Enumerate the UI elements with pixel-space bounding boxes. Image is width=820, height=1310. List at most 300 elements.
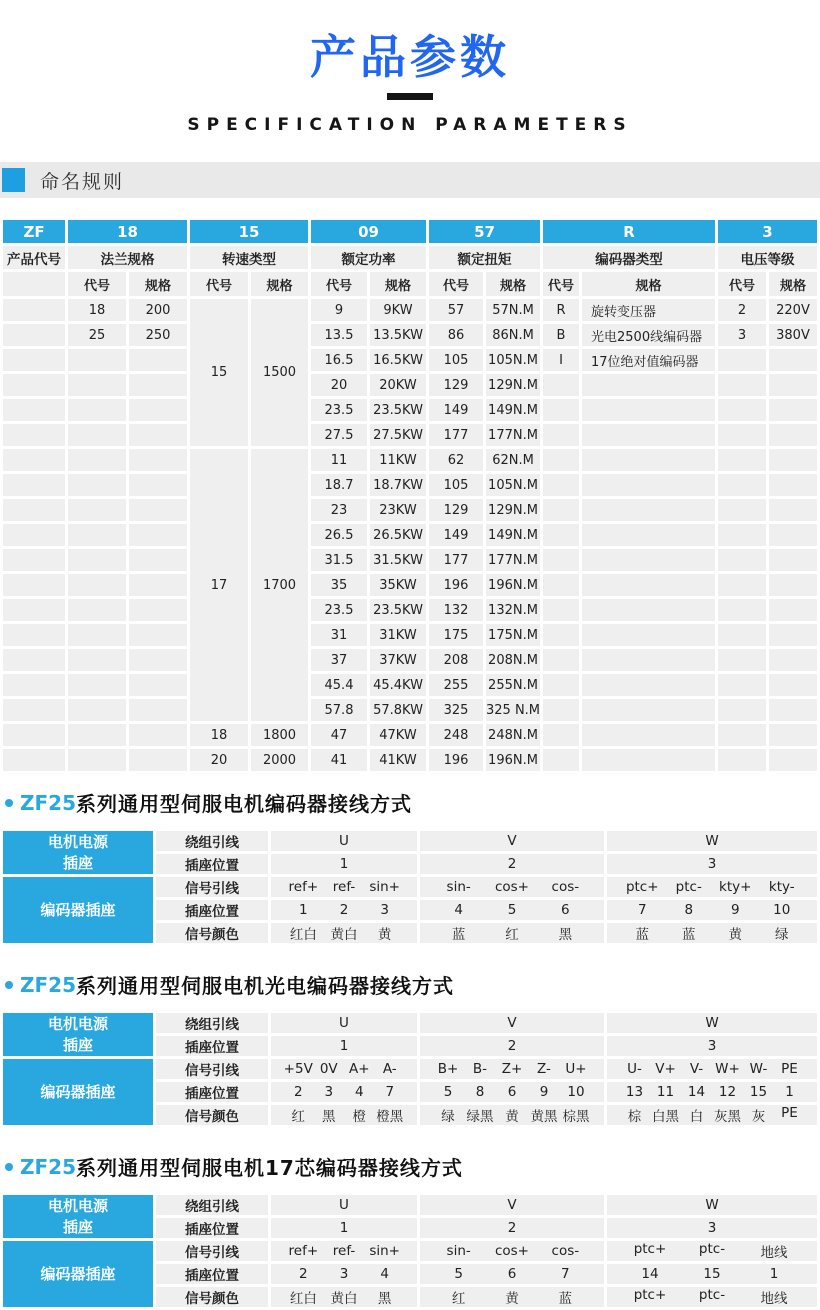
wire-slot-group <box>271 879 417 895</box>
wire-slot: ref+ <box>288 1243 319 1260</box>
spec-cell <box>582 674 715 696</box>
spec-cell: 11KW <box>370 449 426 471</box>
wire-slot: 10 <box>773 902 791 919</box>
spec-cell: 1700 <box>251 449 308 721</box>
spec-cell <box>718 699 766 721</box>
spec-header-row <box>3 220 817 243</box>
spec-cell: 23.5KW <box>370 599 426 621</box>
wire-value-cell <box>420 1105 604 1125</box>
section-title-text: 系列通用型伺服电机编码器接线方式 <box>76 792 412 817</box>
spec-cell <box>68 499 126 521</box>
wire-slot: 黑 <box>322 1109 336 1126</box>
spec-cell <box>718 624 766 646</box>
spec-group-cell: 编码器类型 <box>543 246 715 269</box>
wire-value-cell <box>271 1105 417 1125</box>
wire-slot: 8 <box>684 902 694 919</box>
section-title-highlight: ZF25 <box>20 972 76 997</box>
spec-cell <box>129 574 187 596</box>
spec-cell <box>718 424 766 446</box>
spec-cell: 62N.M <box>486 449 540 471</box>
spec-subheader-cell: 规格 <box>486 272 540 296</box>
spec-cell <box>68 649 126 671</box>
spec-cell <box>68 349 126 371</box>
spec-cell: 37 <box>311 649 367 671</box>
spec-cell: 208N.M <box>486 649 540 671</box>
spec-cell <box>68 749 126 771</box>
spec-cell <box>582 699 715 721</box>
spec-cell <box>543 399 579 421</box>
wire-slot: U- <box>627 1061 642 1078</box>
spec-cell: 129N.M <box>486 374 540 396</box>
spec-subheader-cell: 代号 <box>718 272 766 296</box>
spec-cell <box>718 349 766 371</box>
wire-slot: 15 <box>703 1266 721 1283</box>
wire-slot-group <box>607 923 817 943</box>
spec-group-cell: 额定扭矩 <box>429 246 540 269</box>
spec-cell <box>543 574 579 596</box>
wiring-section-title <box>0 1152 820 1181</box>
spec-group-cell: 额定功率 <box>311 246 426 269</box>
wire-slot: 黑 <box>377 1291 392 1308</box>
spec-data-row <box>3 299 817 321</box>
spec-cell <box>718 499 766 521</box>
spec-subheader-row <box>3 272 817 296</box>
wire-row <box>3 831 817 851</box>
spec-cell <box>3 624 65 646</box>
spec-header-cell: 57 <box>429 220 540 243</box>
wire-slot: ptc- <box>698 1287 726 1304</box>
wire-slot: ptc- <box>675 879 702 896</box>
spec-group-row <box>3 246 817 269</box>
spec-cell <box>3 324 65 346</box>
spec-cell <box>129 374 187 396</box>
spec-cell: 208 <box>429 649 483 671</box>
spec-header-cell: ZF <box>3 220 65 243</box>
spec-cell <box>3 674 65 696</box>
spec-cell: 177 <box>429 424 483 446</box>
wire-slot: 黄 <box>505 1109 519 1126</box>
wire-slot-group <box>420 1061 604 1077</box>
wire-value-cell: 2 <box>420 1036 604 1056</box>
spec-cell <box>769 699 817 721</box>
spec-group-cell: 转速类型 <box>190 246 308 269</box>
spec-cell <box>129 699 187 721</box>
spec-cell <box>129 624 187 646</box>
wire-value-cell: 3 <box>607 1218 817 1238</box>
spec-group-cell: 电压等级 <box>718 246 817 269</box>
wire-slot: 13 <box>625 1084 644 1101</box>
title-underline <box>387 93 433 100</box>
spec-cell <box>769 524 817 546</box>
wire-slot: cos+ <box>494 1243 529 1260</box>
wire-slot-group <box>271 1243 417 1259</box>
wiring-table <box>0 1010 820 1128</box>
spec-cell: 1500 <box>251 299 308 446</box>
spec-subheader-cell: 规格 <box>129 272 187 296</box>
spec-cell: 105N.M <box>486 349 540 371</box>
wire-value-cell <box>607 1059 817 1079</box>
wire-slot: 7 <box>385 1084 395 1101</box>
wiring-section-title <box>0 970 820 999</box>
spec-cell: 18.7 <box>311 474 367 496</box>
spec-cell <box>129 724 187 746</box>
spec-cell: 41KW <box>370 749 426 771</box>
spec-cell <box>718 449 766 471</box>
spec-header-cell: 09 <box>311 220 426 243</box>
spec-cell: 45.4 <box>311 674 367 696</box>
spec-cell <box>543 724 579 746</box>
wire-slot: cos+ <box>494 879 529 896</box>
wire-slot: cos- <box>551 1243 580 1260</box>
spec-data-row <box>3 324 817 346</box>
wire-slot: 1 <box>785 1084 794 1101</box>
spec-cell: 17位绝对值编码器 <box>582 349 715 371</box>
wire-slot: 黄 <box>728 927 742 944</box>
spec-cell <box>543 549 579 571</box>
wire-row-label: 信号引线 <box>156 1241 268 1261</box>
wire-slot-group <box>607 1241 817 1261</box>
spec-cell <box>68 724 126 746</box>
wire-value-cell <box>607 1105 817 1125</box>
spec-cell <box>582 624 715 646</box>
spec-cell: 18.7KW <box>370 474 426 496</box>
wire-value-cell: 1 <box>271 854 417 874</box>
wire-slot-group <box>420 1105 604 1125</box>
spec-cell <box>582 649 715 671</box>
spec-cell: 47KW <box>370 724 426 746</box>
wire-value-cell <box>420 1241 604 1261</box>
page-header <box>0 0 820 135</box>
spec-data-row <box>3 399 817 421</box>
wire-slot: PE <box>781 1105 798 1122</box>
spec-cell <box>769 499 817 521</box>
spec-header-cell: R <box>543 220 715 243</box>
spec-cell <box>129 599 187 621</box>
wire-slot-group <box>271 923 417 943</box>
spec-cell <box>3 599 65 621</box>
spec-cell: 13.5 <box>311 324 367 346</box>
wire-slot-group <box>607 879 817 895</box>
spec-cell: 47 <box>311 724 367 746</box>
spec-cell <box>582 749 715 771</box>
wire-value-cell: W <box>607 1013 817 1033</box>
wire-slot-group <box>420 902 604 918</box>
wire-row-label: 绕组引线 <box>156 1013 268 1033</box>
spec-cell <box>3 749 65 771</box>
wire-slot: 2 <box>299 1266 308 1283</box>
wire-slot: 3 <box>339 1266 349 1283</box>
spec-cell: 41 <box>311 749 367 771</box>
spec-cell <box>68 574 126 596</box>
wire-slot: 3 <box>324 1084 334 1101</box>
spec-cell <box>68 674 126 696</box>
wire-slot: 白 <box>689 1109 704 1126</box>
wire-slot: A- <box>382 1061 397 1078</box>
spec-cell <box>718 674 766 696</box>
wire-row-label: 插座位置 <box>156 1264 268 1284</box>
spec-cell <box>3 424 65 446</box>
spec-cell: 17 <box>190 449 248 721</box>
spec-cell: 13.5KW <box>370 324 426 346</box>
spec-cell: 177 <box>429 549 483 571</box>
wire-slot: ptc- <box>698 1241 726 1258</box>
spec-cell <box>129 674 187 696</box>
spec-cell: 175N.M <box>486 624 540 646</box>
wire-row-label: 信号颜色 <box>156 1287 268 1307</box>
spec-cell: 129 <box>429 499 483 521</box>
wire-slot-group <box>607 1105 817 1125</box>
wire-slot: W- <box>749 1061 768 1078</box>
wire-slot: 9 <box>730 902 740 919</box>
spec-data-row <box>3 674 817 696</box>
spec-cell <box>582 574 715 596</box>
spec-cell <box>543 624 579 646</box>
wire-slot: 14 <box>641 1266 659 1283</box>
spec-cell <box>718 549 766 571</box>
spec-cell <box>3 374 65 396</box>
wire-value-cell <box>420 1264 604 1284</box>
spec-data-row <box>3 699 817 721</box>
wire-slot: kty- <box>768 879 795 896</box>
page-subtitle: SPECIFICATION PARAMETERS <box>187 115 633 136</box>
spec-cell: R <box>543 299 579 321</box>
spec-cell <box>3 699 65 721</box>
spec-cell <box>769 424 817 446</box>
spec-cell: 18 <box>190 724 248 746</box>
spec-cell <box>3 499 65 521</box>
wire-value-cell <box>420 900 604 920</box>
spec-cell <box>129 474 187 496</box>
spec-cell <box>718 724 766 746</box>
wire-row <box>3 1195 817 1215</box>
wire-slot: 蓝 <box>451 927 466 944</box>
spec-group-cell: 产品代号 <box>3 246 65 269</box>
wire-slot: ptc+ <box>633 1287 667 1304</box>
wire-slot: 4 <box>380 1266 389 1283</box>
wire-slot: kty+ <box>719 879 752 896</box>
spec-cell <box>543 749 579 771</box>
spec-cell <box>718 749 766 771</box>
wire-value-cell <box>271 900 417 920</box>
wire-value-cell <box>607 1264 817 1284</box>
spec-data-row <box>3 749 817 771</box>
wire-value-cell: V <box>420 1195 604 1215</box>
spec-cell: 35KW <box>370 574 426 596</box>
spec-cell <box>718 599 766 621</box>
wiring-sections <box>0 788 820 1310</box>
wire-slot: 8 <box>475 1084 485 1101</box>
spec-cell <box>3 574 65 596</box>
wire-value-cell: V <box>420 831 604 851</box>
wire-slot: 地线 <box>760 1291 788 1308</box>
wire-slot: 黄白 <box>330 927 358 944</box>
spec-subheader-cell: 代号 <box>429 272 483 296</box>
spec-cell: I <box>543 349 579 371</box>
wire-slot-group <box>271 1105 417 1125</box>
spec-cell: 129N.M <box>486 499 540 521</box>
spec-cell <box>543 649 579 671</box>
spec-cell <box>129 449 187 471</box>
wire-slot: 红 <box>451 1291 466 1308</box>
spec-cell <box>582 474 715 496</box>
spec-subheader-cell <box>3 272 65 296</box>
wire-slot: 6 <box>507 1084 517 1101</box>
wire-value-cell: 2 <box>420 1218 604 1238</box>
spec-data-row <box>3 349 817 371</box>
wire-row-label: 插座位置 <box>156 1218 268 1238</box>
spec-cell: 177N.M <box>486 549 540 571</box>
spec-cell: 16.5KW <box>370 349 426 371</box>
wire-slot: Z+ <box>501 1061 523 1078</box>
spec-cell <box>129 549 187 571</box>
spec-cell: 2 <box>718 299 766 321</box>
motor-power-socket-cell: 电机电源 插座 <box>3 1013 153 1056</box>
spec-cell: 149N.M <box>486 524 540 546</box>
wire-slot: 红白 <box>289 927 317 944</box>
wire-row <box>3 877 817 897</box>
spec-cell: 1800 <box>251 724 308 746</box>
bullet-icon <box>5 799 13 807</box>
wire-slot-group <box>607 902 817 918</box>
spec-header-cell: 15 <box>190 220 308 243</box>
spec-cell: 26.5 <box>311 524 367 546</box>
wire-slot: 黄 <box>377 927 392 944</box>
wire-row-label: 信号引线 <box>156 1059 268 1079</box>
wire-slot: V+ <box>655 1061 676 1078</box>
spec-cell <box>3 524 65 546</box>
wire-slot-group <box>607 1084 817 1100</box>
spec-cell: 旋转变压器 <box>582 299 715 321</box>
spec-cell: 149N.M <box>486 399 540 421</box>
spec-cell <box>543 499 579 521</box>
wire-slot: 橙黑 <box>376 1109 404 1126</box>
wire-slot-group <box>271 1061 417 1077</box>
spec-table <box>0 217 820 774</box>
spec-cell: 16.5 <box>311 349 367 371</box>
spec-cell <box>769 549 817 571</box>
spec-data-row <box>3 724 817 746</box>
motor-power-socket-cell: 电机电源 插座 <box>3 1195 153 1238</box>
spec-cell <box>68 624 126 646</box>
wire-slot: 橙 <box>352 1109 366 1126</box>
spec-cell: 255N.M <box>486 674 540 696</box>
spec-cell <box>543 449 579 471</box>
spec-cell: 255 <box>429 674 483 696</box>
wire-slot: ptc+ <box>625 879 659 896</box>
wire-slot: W+ <box>715 1061 740 1078</box>
spec-cell <box>769 349 817 371</box>
spec-cell: 3 <box>718 324 766 346</box>
wire-value-cell: 2 <box>420 854 604 874</box>
spec-cell <box>582 524 715 546</box>
section-title-text: 系列通用型伺服电机17芯编码器接线方式 <box>76 1156 463 1181</box>
wire-slot-group <box>607 1061 817 1077</box>
wire-slot: 11 <box>656 1084 675 1101</box>
wire-slot-group <box>271 1084 417 1100</box>
spec-data-row <box>3 574 817 596</box>
spec-cell: 105N.M <box>486 474 540 496</box>
spec-cell <box>582 424 715 446</box>
spec-subheader-cell: 代号 <box>190 272 248 296</box>
spec-cell: 196N.M <box>486 574 540 596</box>
section-title-highlight: ZF25 <box>20 1154 76 1179</box>
spec-cell <box>3 299 65 321</box>
wire-slot: 黄白 <box>330 1291 358 1308</box>
spec-cell: 31 <box>311 624 367 646</box>
wire-slot-group <box>271 1266 417 1282</box>
wire-value-cell <box>607 900 817 920</box>
wire-value-cell <box>271 1082 417 1102</box>
wire-value-cell <box>420 1059 604 1079</box>
wire-slot: Z- <box>537 1061 551 1078</box>
spec-cell <box>769 649 817 671</box>
motor-power-socket-cell: 电机电源 插座 <box>3 831 153 874</box>
wire-slot: 1 <box>299 902 308 919</box>
wire-slot: U+ <box>565 1061 587 1078</box>
wire-row-label: 插座位置 <box>156 900 268 920</box>
wire-row-label: 绕组引线 <box>156 1195 268 1215</box>
spec-cell <box>68 449 126 471</box>
spec-cell <box>68 474 126 496</box>
spec-cell: 149 <box>429 399 483 421</box>
wire-slot: 7 <box>561 1266 570 1283</box>
spec-cell <box>129 499 187 521</box>
spec-cell: 325 N.M <box>486 699 540 721</box>
wire-row <box>3 1013 817 1033</box>
wire-slot: 3 <box>380 902 389 919</box>
spec-cell: 132N.M <box>486 599 540 621</box>
wire-slot: 1 <box>769 1266 779 1283</box>
spec-cell <box>3 349 65 371</box>
spec-cell: 196 <box>429 574 483 596</box>
wire-slot: 棕黑 <box>562 1109 590 1126</box>
wire-slot: 蓝 <box>558 1291 573 1308</box>
wire-row-label: 插座位置 <box>156 854 268 874</box>
spec-cell: 9KW <box>370 299 426 321</box>
spec-cell: 248N.M <box>486 724 540 746</box>
spec-cell: 248 <box>429 724 483 746</box>
spec-cell <box>129 399 187 421</box>
spec-cell: 86N.M <box>486 324 540 346</box>
wire-row-label: 绕组引线 <box>156 831 268 851</box>
spec-cell: 105 <box>429 349 483 371</box>
spec-cell <box>769 374 817 396</box>
spec-cell: 31.5KW <box>370 549 426 571</box>
wire-slot: 红 <box>291 1109 305 1126</box>
wire-slot: 红白 <box>289 1291 317 1308</box>
spec-cell <box>129 524 187 546</box>
wire-slot: 7 <box>637 902 647 919</box>
wire-slot-group <box>271 1287 417 1307</box>
wire-slot: ptc+ <box>633 1241 667 1258</box>
spec-cell <box>3 549 65 571</box>
spec-cell: 196N.M <box>486 749 540 771</box>
wire-slot-group <box>607 1287 817 1307</box>
spec-cell: 380V <box>769 324 817 346</box>
encoder-socket-cell: 编码器插座 <box>3 877 153 943</box>
spec-cell <box>718 574 766 596</box>
spec-cell: 23.5 <box>311 599 367 621</box>
wire-value-cell <box>271 1264 417 1284</box>
spec-cell: 220V <box>769 299 817 321</box>
wire-value-cell: U <box>271 1013 417 1033</box>
spec-cell: 27.5 <box>311 424 367 446</box>
spec-cell: 37KW <box>370 649 426 671</box>
spec-cell: B <box>543 324 579 346</box>
wire-slot: 白黑 <box>652 1109 679 1126</box>
wire-value-cell <box>271 1287 417 1307</box>
spec-cell <box>582 374 715 396</box>
